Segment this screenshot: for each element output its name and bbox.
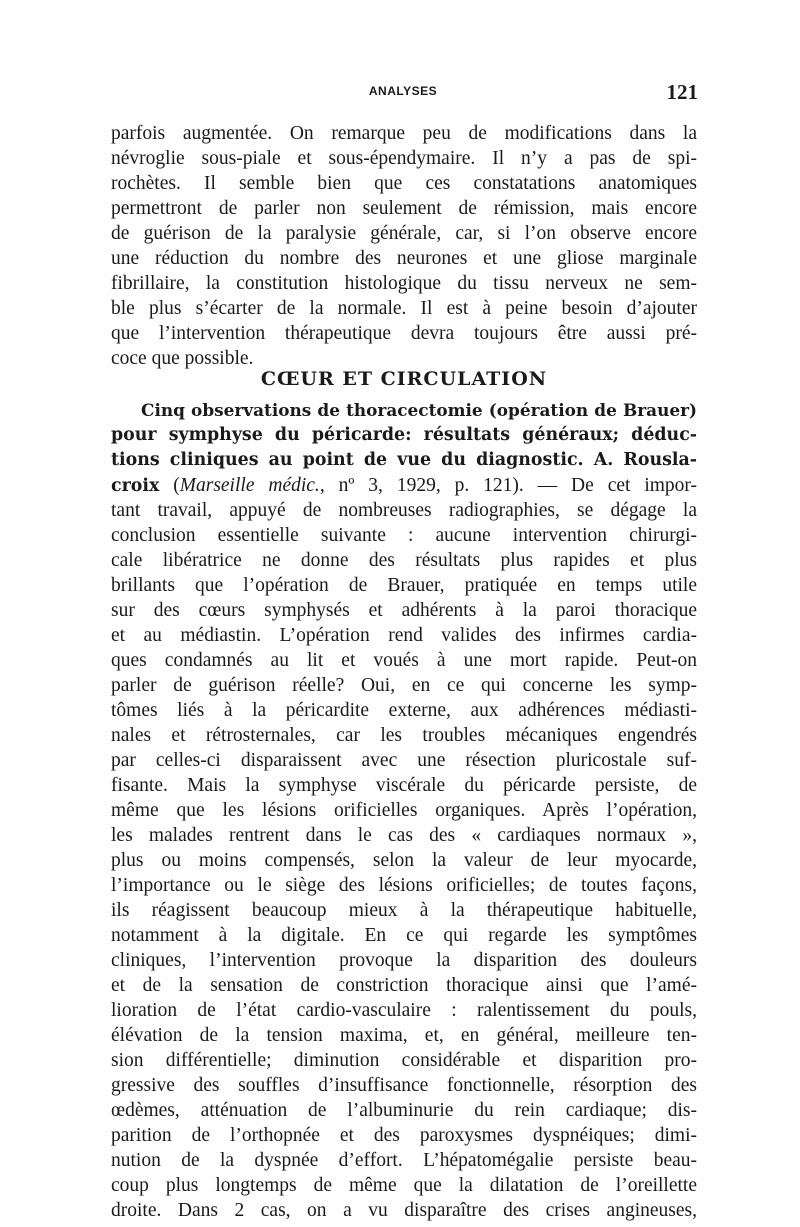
- text-line: sur des cœurs symphysés et adhérents à la paroi thoracique: [111, 600, 697, 621]
- citation-line: croix (Marseille médic., nº 3, 1929, p. 121). — De cet impor-: [111, 475, 698, 496]
- text-line: lioration de l’état cardio-vasculaire : ralentissement du pouls,: [111, 1000, 697, 1021]
- article-title: [111, 398, 697, 473]
- text-line: l’importance ou le siège des lésions orificielles; de toutes façons,: [111, 875, 697, 896]
- title-line: pour symphyse du péricarde: résultats généraux; déduc-: [111, 425, 697, 445]
- title-line: Cinq observations de thoracectomie (opération de Brauer): [141, 400, 697, 420]
- text-line: parfois augmentée. On remarque peu de modifications dans la: [111, 123, 697, 144]
- text-line: conclusion essentielle suivante : aucune intervention chirurgi-: [111, 525, 697, 546]
- text-line: tant travail, appuyé de nombreuses radiographies, se dégage la: [111, 500, 697, 521]
- text-line: notamment à la digitale. En ce qui regarde les symptômes: [111, 925, 697, 946]
- text-line: ques condamnés au lit et voués à une mort rapide. Peut-on: [111, 650, 697, 671]
- text-line: droite. Dans 2 cas, on a vu disparaître des crises angineuses,: [111, 1200, 697, 1221]
- text-line: de guérison de la paralysie générale, car, si l’on observe encore: [111, 223, 697, 244]
- text-line: ble plus s’écarter de la normale. Il est à peine besoin d’ajouter: [111, 298, 697, 319]
- text-line: nales et rétrosternales, car les troubles mécaniques engendrés: [111, 725, 697, 746]
- text-line: gressive des souffles d’insuffisance fonctionnelle, résorption des: [111, 1075, 697, 1096]
- text-line: fibrillaire, la constitution histologique du tissu nerveux ne sem-: [111, 273, 697, 294]
- text-line: rochètes. Il semble bien que ces constatations anatomiques: [111, 173, 697, 194]
- text-line: plus ou moins compensés, selon la valeur de leur myocarde,: [111, 850, 697, 871]
- text-line: par celles-ci disparaissent avec une résection pluricostale suf-: [111, 750, 697, 771]
- text-line: parition de l’orthopnée et des paroxysmes dyspnéiques; dimi-: [111, 1125, 697, 1146]
- text-line: parler de guérison réelle? Oui, en ce qui concerne les symp-: [111, 675, 697, 696]
- text-line: nution de la dyspnée d’effort. L’hépatomégalie persiste beau-: [111, 1150, 697, 1171]
- text-line: et au médiastin. L’opération rend valides des infirmes cardia-: [111, 625, 697, 646]
- title-line: tions cliniques au point de vue du diagnostic. A. Rousla-: [111, 450, 697, 470]
- text-line: les malades rentrent dans le cas des « cardiaques normaux »,: [111, 825, 697, 846]
- page-number: 121: [666, 80, 698, 104]
- text-line: ils réagissent beaucoup mieux à la thérapeutique habituelle,: [111, 900, 697, 921]
- text-line: élévation de la tension maxima, et, en général, meilleure ten-: [111, 1025, 697, 1046]
- intro-paragraph: [111, 121, 697, 371]
- author-name: croix: [111, 476, 160, 496]
- section-heading: CŒUR ET CIRCULATION: [260, 368, 548, 390]
- text-line: et de la sensation de constriction thoracique ainsi que l’amé-: [111, 975, 697, 996]
- text-line: permettront de parler non seulement de rémission, mais encore: [111, 198, 697, 219]
- text-line: coce que possible.: [111, 348, 254, 369]
- text-line: œdèmes, atténuation de l’albuminurie du rein cardiaque; dis-: [111, 1100, 697, 1121]
- text-line: cliniques, l’intervention provoque la disparition des douleurs: [111, 950, 697, 971]
- text-line: que l’intervention thérapeutique devra toujours être aussi pré-: [111, 323, 697, 344]
- text-line: tômes liés à la péricardite externe, aux adhérences médiasti-: [111, 700, 697, 721]
- text-line: névroglie sous-piale et sous-épendymaire. Il n’y a pas de spi-: [111, 148, 697, 169]
- text-line: brillants que l’opération de Brauer, pratiquée en temps utile: [111, 575, 697, 596]
- running-title: ANALYSES: [368, 84, 438, 98]
- text-line: même que les lésions orificielles organiques. Après l’opération,: [111, 800, 697, 821]
- text-line: sion différentielle; diminution considérable et disparition pro-: [111, 1050, 697, 1071]
- running-head: [108, 82, 698, 104]
- citation-reference: , nº 3, 1929, p. 121). — De cet impor-: [319, 475, 698, 496]
- text-line: fisante. Mais la symphyse viscérale du péricarde persiste, de: [111, 775, 697, 796]
- text-line: une réduction du nombre des neurones et une gliose marginale: [111, 248, 697, 269]
- article-body: [111, 473, 697, 1223]
- journal-name: Marseille médic.: [179, 475, 320, 496]
- text-line: coup plus longtemps de même que la dilatation de l’oreillette: [111, 1175, 697, 1196]
- text-line: cale libératrice ne donne des résultats plus rapides et plus: [111, 550, 697, 571]
